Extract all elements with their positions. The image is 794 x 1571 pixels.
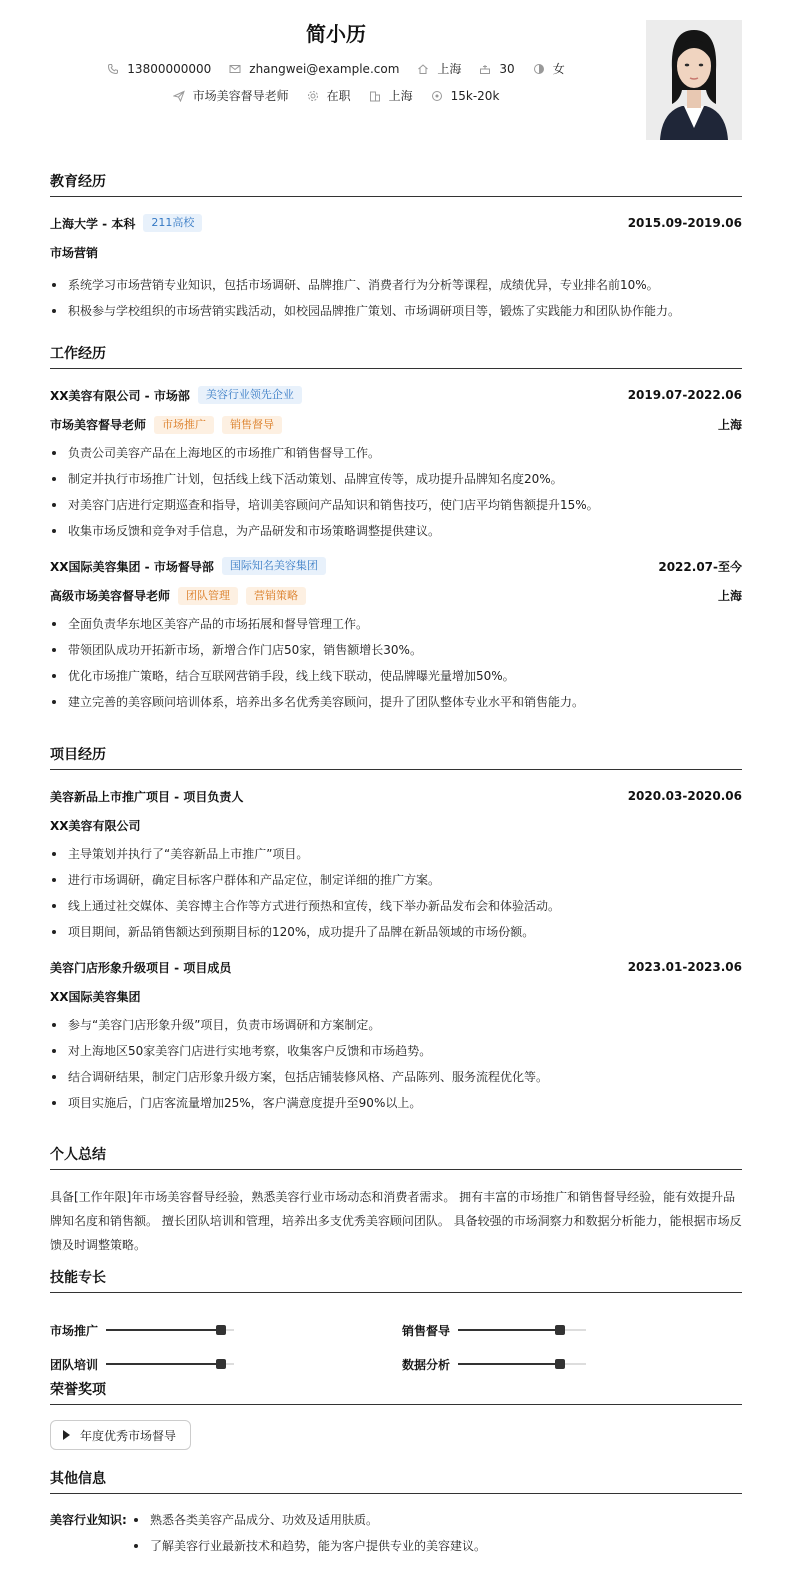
section-title: 个人总结 [50, 1144, 742, 1170]
position-item [173, 87, 289, 104]
education-bullets [50, 272, 742, 324]
gender-text: 女 [552, 62, 565, 76]
contact-row [0, 60, 672, 77]
skill-label: 销售督导 [402, 1323, 451, 1338]
job-position-row [50, 414, 742, 436]
summary-section [50, 1144, 742, 1257]
phone-icon [107, 63, 119, 75]
major [50, 242, 742, 264]
job-header [50, 555, 742, 577]
skill-tag: 团队管理 [178, 587, 238, 605]
list-item: 全面负责华东地区美容产品的市场拓展和督导管理工作。 [50, 611, 742, 637]
gender-icon [533, 63, 545, 75]
skill-item [402, 1354, 586, 1374]
section-title: 技能专长 [50, 1267, 742, 1293]
position-text: 市场美容督导老师 [192, 89, 289, 103]
salary-text: 15k-20k [450, 88, 500, 103]
job-position-row [50, 585, 742, 607]
skills-grid [50, 1293, 742, 1372]
company-tag: 美容行业领先企业 [198, 386, 302, 404]
list-item: 进行市场调研，确定目标客户群体和产品定位，制定详细的推广方案。 [50, 867, 742, 893]
job-position: 高级市场美容督导老师 [50, 589, 171, 603]
project-bullets [50, 841, 742, 945]
list-item: 参与“美容门店形象升级”项目，负责市场调研和方案制定。 [50, 1012, 742, 1038]
location-text: 上海 [437, 62, 462, 76]
list-item: 积极参与学校组织的市场营销实践活动，如校园品牌推广策划、市场调研项目等，锻炼了实践能力和团队协作能力。 [50, 298, 742, 324]
job-position: 市场美容督导老师 [50, 418, 147, 432]
job-bullets [50, 611, 742, 715]
skill-bar [458, 1329, 586, 1331]
send-icon [173, 90, 185, 102]
project-bullets [50, 1012, 742, 1116]
list-item: 系统学习市场营销专业知识，包括市场调研、品牌推广、消费者行为分析等课程，成绩优异，专业排名前10%。 [50, 272, 742, 298]
skill-knob [555, 1359, 565, 1369]
skills-section [50, 1267, 742, 1372]
project-date: 2020.03-2020.06 [627, 789, 742, 803]
settings-icon [307, 90, 319, 102]
list-item: 对美容门店进行定期巡查和指导，培训美容顾问产品知识和销售技巧，使门店平均销售额提升15%。 [50, 492, 742, 518]
skill-bar [106, 1363, 234, 1365]
building-icon [369, 90, 381, 102]
job-date: 2022.07-至今 [658, 559, 742, 574]
skill-label: 数据分析 [402, 1357, 451, 1372]
project-org [50, 986, 742, 1008]
candidate-name: 简小历 [306, 22, 366, 46]
project-header [50, 785, 742, 807]
job-city: 上海 [717, 418, 742, 432]
list-item: 线上通过社交媒体、美容博主合作等方式进行预热和宣传，线下举办新品发布会和体验活动。 [50, 893, 742, 919]
major-text: 市场营销 [50, 246, 99, 260]
list-item: 项目期间，新品销售额达到预期目标的120%，成功提升了品牌在新品领域的市场份额。 [50, 919, 742, 945]
section-title: 教育经历 [50, 171, 742, 197]
skill-bar [106, 1329, 234, 1331]
skill-label: 团队培训 [50, 1357, 99, 1372]
project-name: 美容门店形象升级项目 - 项目成员 [50, 960, 232, 975]
section-title: 项目经历 [50, 744, 742, 770]
location-item [417, 60, 461, 77]
list-item: 制定并执行市场推广计划，包括线上线下活动策划、品牌宣传等，成功提升品牌知名度20%。 [50, 466, 742, 492]
job-bullets [50, 440, 742, 544]
job-city: 上海 [717, 589, 742, 603]
list-item: 结合调研结果，制定门店形象升级方案，包括店铺装修风格、产品陈列、服务流程优化等。 [50, 1064, 742, 1090]
section-title: 其他信息 [50, 1468, 742, 1494]
section-title: 荣誉奖项 [50, 1379, 742, 1405]
education-date: 2015.09-2019.06 [627, 216, 742, 230]
job-date: 2019.07-2022.06 [627, 388, 742, 402]
email-text: zhangwei@example.com [249, 61, 400, 76]
other-row [50, 1507, 742, 1533]
list-item: 了解美容行业最新技术和趋势，能为客户提供专业的美容建议。 [132, 1533, 486, 1559]
age-item [479, 62, 514, 76]
home-icon [417, 63, 429, 75]
age-text: 30 [499, 61, 515, 76]
skill-item [50, 1354, 234, 1374]
skill-tag: 销售督导 [222, 416, 282, 434]
skill-label: 市场推广 [50, 1323, 99, 1338]
project-org-text: XX美容有限公司 [50, 819, 141, 833]
skill-knob [216, 1325, 226, 1335]
coin-icon [431, 90, 443, 102]
education-section [50, 171, 742, 324]
city-text: 上海 [388, 89, 413, 103]
education-entry-header [50, 212, 742, 234]
mail-icon [229, 63, 241, 75]
skill-tag: 市场推广 [154, 416, 214, 434]
project-date: 2023.01-2023.06 [627, 960, 742, 974]
awards-section [50, 1379, 742, 1450]
skill-bar [458, 1363, 586, 1365]
skill-item [402, 1320, 586, 1340]
status-item [307, 87, 351, 104]
profile-photo [646, 20, 742, 140]
list-item: 项目实施后，门店客流量增加25%，客户满意度提升至90%以上。 [50, 1090, 742, 1116]
skill-knob [216, 1359, 226, 1369]
other-label-spacer [50, 1533, 132, 1559]
cake-icon [479, 63, 491, 75]
project-org-text: XX国际美容集团 [50, 990, 141, 1004]
skill-item [50, 1320, 234, 1340]
status-text: 在职 [326, 89, 351, 103]
job-header [50, 384, 742, 406]
project-org [50, 815, 742, 837]
work-section [50, 343, 742, 715]
other-row [50, 1533, 742, 1559]
skill-knob [555, 1325, 565, 1335]
list-item: 负责公司美容产品在上海地区的市场推广和销售督导工作。 [50, 440, 742, 466]
phone-item [107, 62, 211, 76]
salary-item [431, 89, 500, 103]
award-item[interactable] [50, 1420, 191, 1450]
school-tag: 211高校 [143, 214, 202, 232]
list-item: 主导策划并执行了“美容新品上市推广”项目。 [50, 841, 742, 867]
list-item: 熟悉各类美容产品成分、功效及适用肤质。 [132, 1507, 378, 1533]
other-label: 美容行业知识: [50, 1513, 127, 1527]
city-item [369, 87, 413, 104]
resume-header [0, 0, 794, 160]
phone-text: 13800000000 [127, 61, 212, 76]
play-icon [63, 1430, 70, 1440]
list-item: 收集市场反馈和竞争对手信息，为产品研发和市场策略调整提供建议。 [50, 518, 742, 544]
award-label: 年度优秀市场督导 [80, 1428, 177, 1443]
summary-text: 具备[工作年限]年市场美容督导经验，熟悉美容行业市场动态和消费者需求。 拥有丰富的市场推广和销售督导经验，能有效提升品牌知名度和销售额。 擅长团队培训和管理，培养出多支优秀美容顾问团队。 具备较强的市场洞察力和数据分析能力，能根据市场反馈及时调整策略。 [50, 1190, 742, 1252]
list-item: 对上海地区50家美容门店进行实地考察，收集客户反馈和市场趋势。 [50, 1038, 742, 1064]
email-item [229, 62, 399, 76]
list-item: 建立完善的美容顾问培训体系，培养出多名优秀美容顾问，提升了团队整体专业水平和销售能力。 [50, 689, 742, 715]
company-tag: 国际知名美容集团 [222, 557, 326, 575]
other-section [50, 1468, 742, 1559]
project-header [50, 956, 742, 978]
company-name: XX美容有限公司 - 市场部 [50, 388, 190, 403]
job-intent-row [0, 87, 672, 104]
list-item: 带领团队成功开拓新市场，新增合作门店50家，销售额增长30%。 [50, 637, 742, 663]
projects-section [50, 744, 742, 1116]
company-name: XX国际美容集团 - 市场督导部 [50, 559, 214, 574]
project-name: 美容新品上市推广项目 - 项目负责人 [50, 789, 244, 804]
list-item: 优化市场推广策略，结合互联网营销手段，线上线下联动，使品牌曝光量增加50%。 [50, 663, 742, 689]
skill-tag: 营销策略 [246, 587, 306, 605]
school-name: 上海大学 - 本科 [50, 216, 136, 231]
gender-item [533, 60, 565, 77]
section-title: 工作经历 [50, 343, 742, 369]
